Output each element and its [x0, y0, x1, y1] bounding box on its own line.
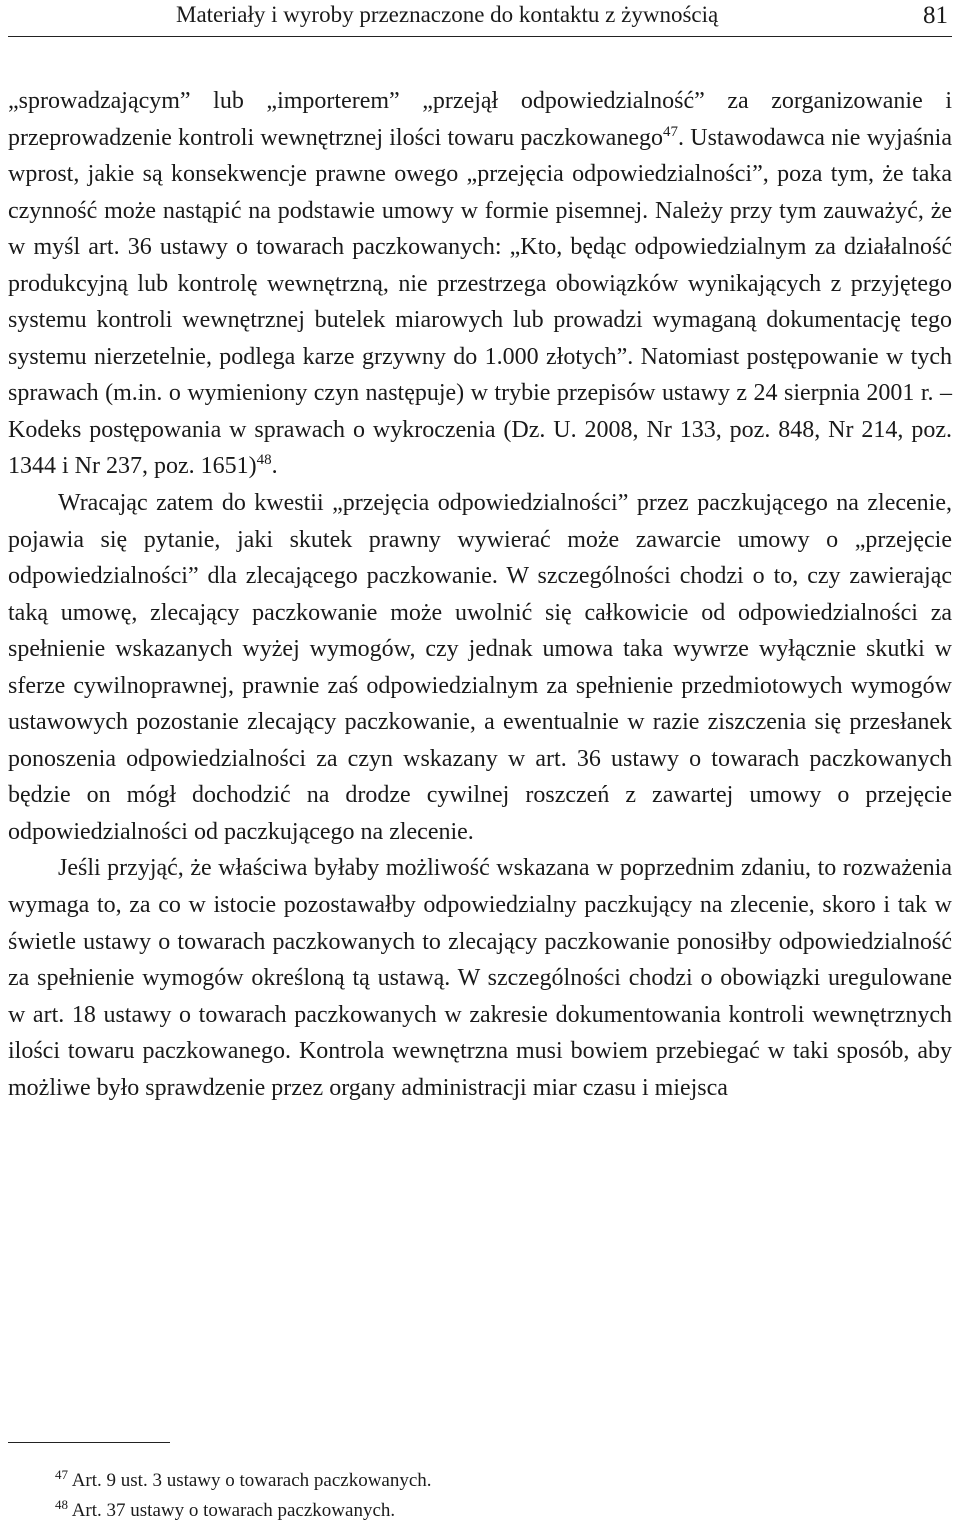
paragraph-1-part-c: . — [271, 453, 278, 480]
body-text — [8, 83, 952, 1106]
running-header — [8, 0, 952, 37]
footnote-separator — [8, 1442, 170, 1443]
footnote-number: 48 — [55, 1497, 68, 1512]
footnote-47 — [55, 1466, 432, 1496]
paragraph-1-part-b: . Ustawodawca nie wyjaśnia wprost, jakie są konsekwencje prawne owego „przejęcia odpowiedzialności”, poza tym, że taka czynność może nastąpić na podstawie umowy w formie pisemnej. Należy przy tym zauważyć, że w myśl art. 36 ustawy o towarach paczkowanych: „Kto, będąc odpowiedzialnym za działalność produkcyjną lub kontrolę wewnętrzną, nie przestrzega obowiązków wynikających z przyjętego systemu kontroli wewnętrznej butelek miarowych lub prowadzi wymaganą dokumentację tego systemu nierzetelnie, podlega karze grzywny do 1.000 złotych”. Natomiast postępowanie w tych sprawach (m.in. o wymieniony czyn następuje) w trybie przepisów ustawy z 24 sierpnia 2001 r. – Kodeks postępowania w sprawach o wykroczenia (Dz. U. 2008, Nr 133, poz. 848, Nr 214, poz. 1344 i Nr 237, poz. 1651) — [8, 124, 953, 480]
paragraph-2: Wracając zatem do kwestii „przejęcia odpowiedzialności” przez paczkującego na zlecenie, pojawia się pytanie, jaki skutek prawny wywierać może zawarcie umowy o „przejęcie odpowiedzialności” dla zlecającego paczkowanie. W szczególności chodzi o to, czy zawierając taką umowę, zlecający paczkowanie może uwolnić się całkowicie od odpowiedzialności za spełnienie wskazanych wyżej wymogów, czy jednak umowa taka wywrze wyłącznie skutki w sferze cywilnoprawnej, prawnie zaś odpowiedzialnym za spełnienie przedmiotowych wymogów ustawowych pozostanie zlecający paczkowanie, a ewentualnie w razie ziszczenia się przesłanek ponoszenia odpowiedzialności za czyn wskazany w art. 36 ustawy o towarach paczkowanych będzie on mógł dochodzić na drodze cywilnej roszczeń z zawartej umowy o przejęcie odpowiedzialności od paczkującego na zlecenie. — [8, 490, 952, 845]
header-title: Materiały i wyroby przeznaczone do kontaktu z żywnością — [176, 2, 719, 27]
paragraph-1-part-a: „sprowadzającym” lub „importerem” „przejął odpowiedzialność” za zorganizowanie i przeprowadzenie kontroli wewnętrznej ilości towaru paczkowanego — [8, 88, 952, 151]
footnote-ref-47: 47 — [663, 123, 678, 140]
footnote-text: Art. 37 ustawy o towarach paczkowanych. — [71, 1500, 396, 1521]
footnote-text: Art. 9 ust. 3 ustawy o towarach paczkowanych. — [71, 1470, 432, 1491]
footnote-number: 47 — [55, 1467, 68, 1482]
paragraph-3: Jeśli przyjąć, że właściwa byłaby możliwość wskazana w poprzednim zdaniu, to rozważenia wymaga to, za co w istocie pozostawałby odpowiedzialny paczkujący na zlecenie, skoro i tak w świetle ustawy o towarach paczkowanych to zlecający paczkowanie ponosiłby odpowiedzialność za spełnienie wymogów określoną tą ustawą. W szczególności chodzi o obowiązki uregulowane w art. 18 ustawy o towarach paczkowanych w zakresie dokumentowania kontroli wewnętrznych ilości towaru paczkowanego. Kontrola wewnętrzna musi bowiem przebiegać w taki sposób, aby możliwe było sprawdzenie przez organy administracji miar czasu i miejsca — [8, 855, 952, 1101]
footnote-48 — [55, 1496, 432, 1526]
page-number: 81 — [923, 2, 948, 29]
footnote-ref-48: 48 — [256, 452, 272, 469]
footnotes — [55, 1466, 432, 1526]
paragraph-1 — [8, 83, 952, 485]
